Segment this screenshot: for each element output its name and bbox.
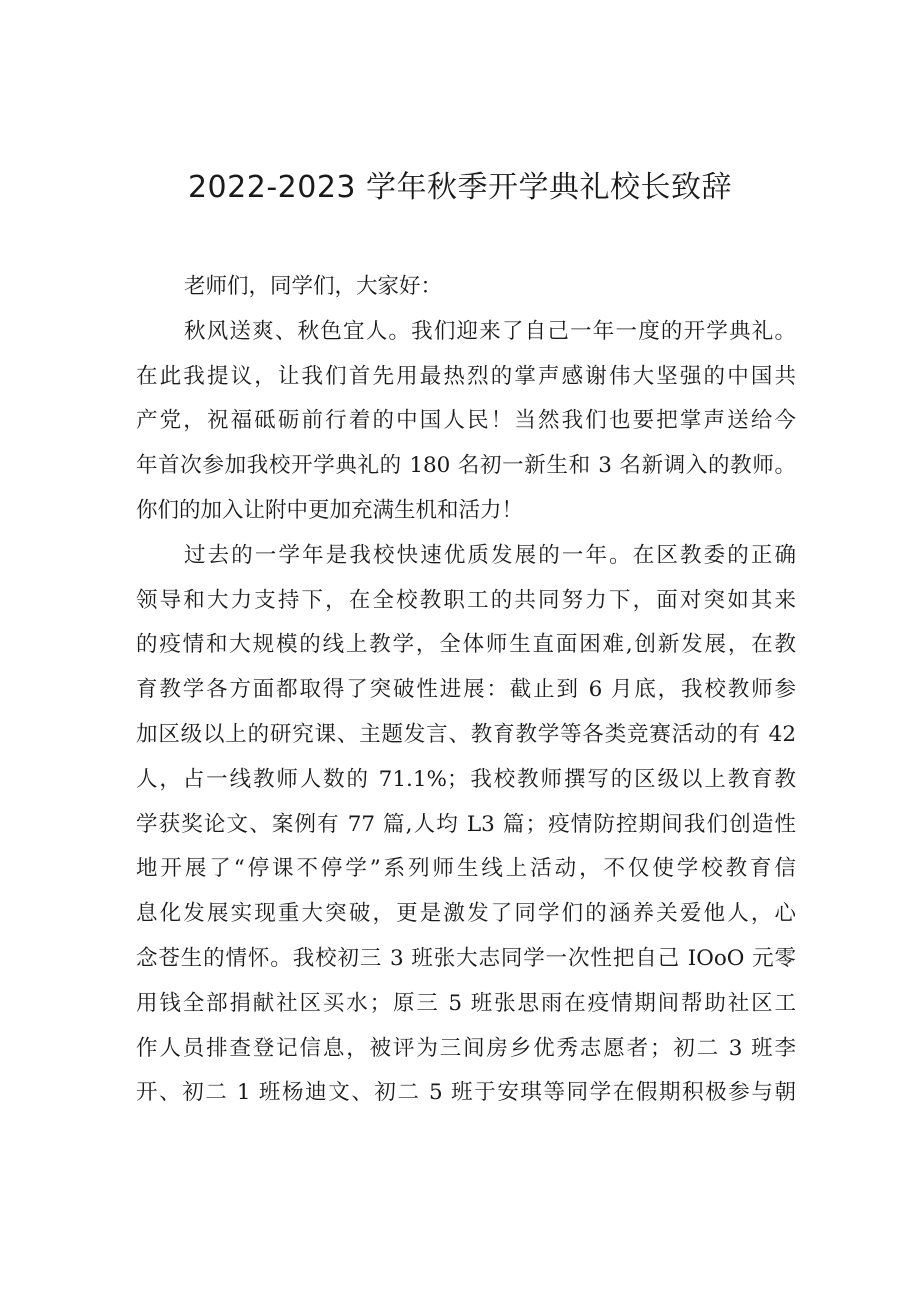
paragraph-2-line-12: 作人员排查登记信息，被评为三间房乡优秀志愿者；初二 3 班李 xyxy=(136,1035,796,1061)
greeting-line: 老师们，同学们，大家好： xyxy=(184,274,443,299)
paragraph-2-line-5: 加区级以上的研究课、主题发言、教育教学等各类竞赛活动的有 42 xyxy=(136,721,796,747)
paragraph-2-line-11: 用钱全部捐献社区买水；原三 5 班张思雨在疫情期间帮助社区工 xyxy=(136,990,796,1016)
paragraph-1-line-5: 你们的加入让附中更加充满生机和活力！ xyxy=(136,497,524,523)
paragraph-2-line-13: 开、初二 1 班杨迪文、初二 5 班于安琪等同学在假期积极参与朝 xyxy=(136,1080,796,1106)
document-body xyxy=(136,265,796,1116)
paragraph-2-line-8: 地开展了“停课不停学”系列师生线上活动，不仅使学校教育信 xyxy=(136,856,796,882)
paragraph-2-line-1: 过去的一学年是我校快速优质发展的一年。在区教委的正确 xyxy=(184,542,796,568)
document-title: 2022-2023 学年秋季开学典礼校长致辞 xyxy=(187,170,733,205)
paragraph-2-line-9: 息化发展实现重大突破，更是激发了同学们的涵养关爱他人，心 xyxy=(136,901,796,927)
paragraph-2-line-4: 育教学各方面都取得了突破性进展：截止到 6 月底，我校教师参 xyxy=(136,677,796,703)
paragraph-2-line-7: 学获奖论文、案例有 77 篇,人均 L3 篇；疫情防控期间我们创造性 xyxy=(136,811,796,837)
paragraph-1-line-1: 秋风送爽、秋色宜人。我们迎来了自己一年一度的开学典礼。 xyxy=(184,318,796,344)
paragraph-2-line-2: 领导和大力支持下，在全校教职工的共同努力下，面对突如其来 xyxy=(136,587,796,613)
paragraph-1-line-2: 在此我提议，让我们首先用最热烈的掌声感谢伟大坚强的中国共 xyxy=(136,363,796,389)
paragraph-1-line-3: 产党，祝福砥砺前行着的中国人民！当然我们也要把掌声送给今 xyxy=(136,408,796,434)
paragraph-2-line-3: 的疫情和大规模的线上教学，全体师生直面困难,创新发展，在教 xyxy=(136,632,796,658)
paragraph-1-line-4: 年首次参加我校开学典礼的 180 名初一新生和 3 名新调入的教师。 xyxy=(136,453,796,479)
paragraph-2-line-10: 念苍生的情怀。我校初三 3 班张大志同学一次性把自己 IOoO 元零 xyxy=(136,945,796,971)
paragraph-2-line-6: 人，占一线教师人数的 71.1%；我校教师撰写的区级以上教育教 xyxy=(136,766,796,792)
